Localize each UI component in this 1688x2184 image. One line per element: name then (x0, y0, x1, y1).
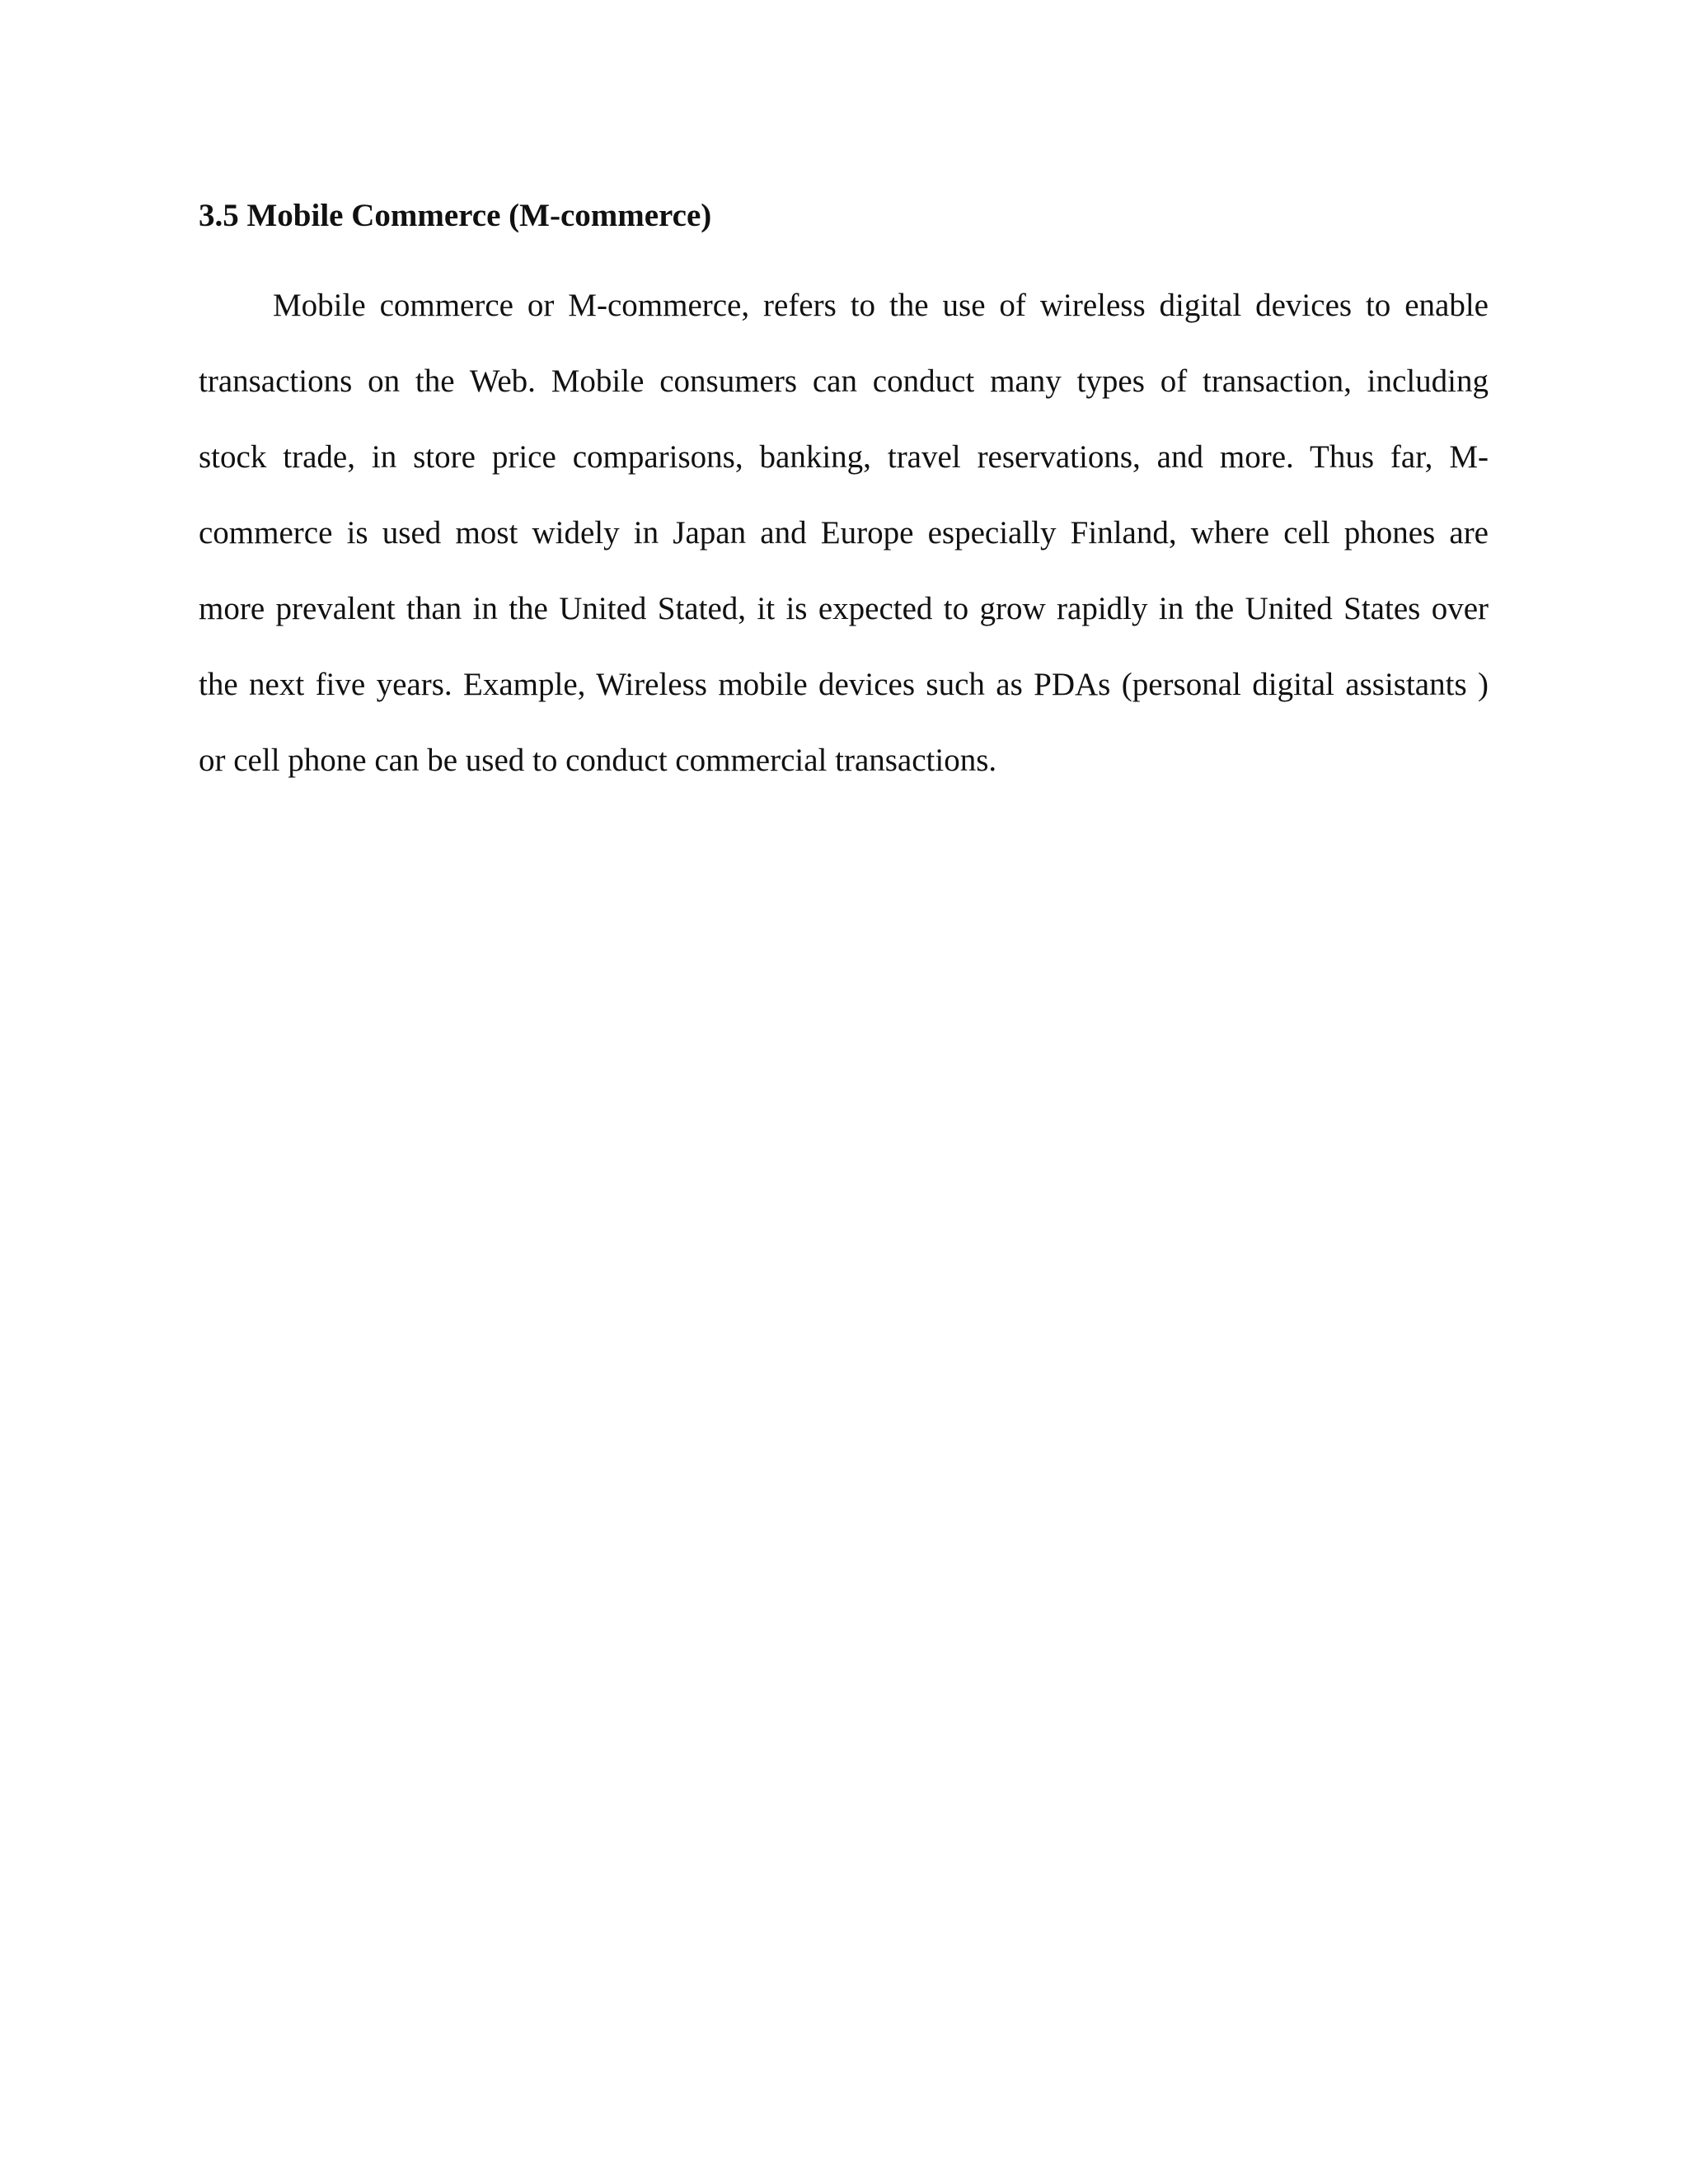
section-content (199, 196, 1489, 778)
section-heading: 3.5 Mobile Commerce (M-commerce) (199, 198, 712, 233)
paragraph-line: the next five years. Example, Wireless mobile devices such as PDAs (personal digital assistants ) (199, 667, 1489, 702)
paragraph-line: more prevalent than in the United Stated, it is expected to grow rapidly in the United States over (199, 591, 1489, 626)
section-paragraph (199, 268, 1489, 799)
paragraph-line: commerce is used most widely in Japan and Europe especially Finland, where cell phones are (199, 515, 1489, 551)
paragraph-line: stock trade, in store price comparisons, banking, travel reservations, and more. Thus far, M- (199, 439, 1489, 475)
paragraph-line: transactions on the Web. Mobile consumers can conduct many types of transaction, including (199, 363, 1489, 399)
paragraph-line: or cell phone can be used to conduct commercial transactions. (199, 743, 997, 778)
paragraph-line: Mobile commerce or M-commerce, refers to the use of wireless digital devices to enable (273, 288, 1489, 323)
